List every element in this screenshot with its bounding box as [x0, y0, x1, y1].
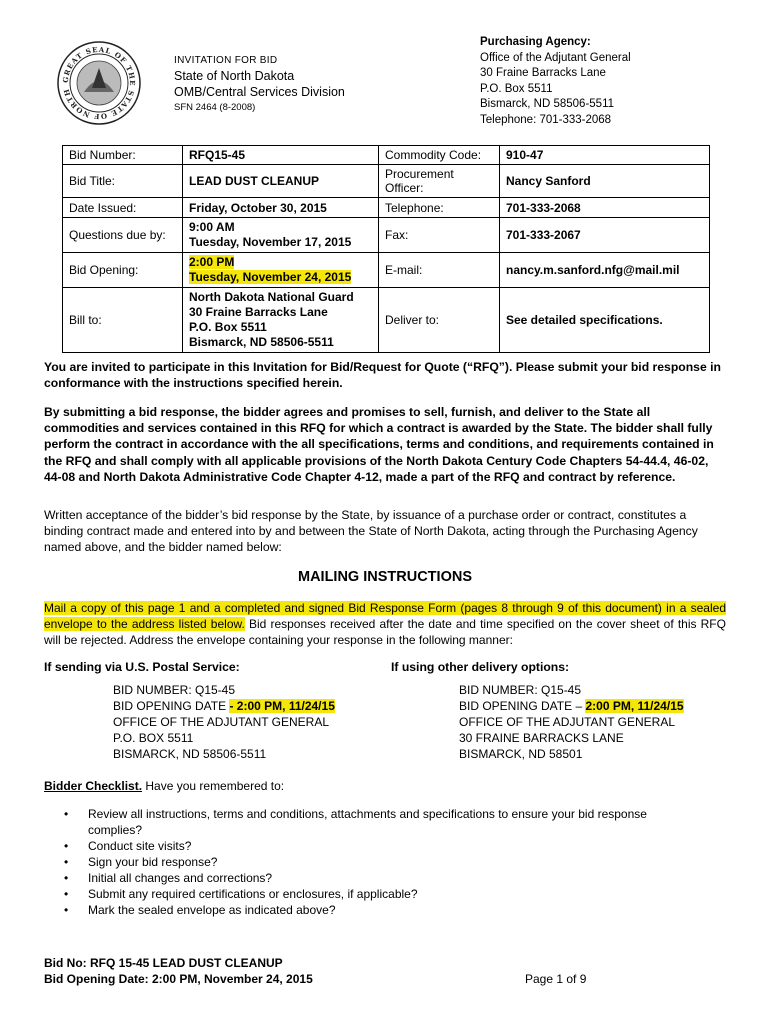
address-line: BID NUMBER: Q15-45 — [113, 683, 236, 697]
fax-label: Fax: — [379, 218, 500, 253]
state-seal — [56, 40, 142, 126]
agency-line: Bismarck, ND 58506-5511 — [480, 98, 615, 110]
other-address — [459, 682, 684, 762]
officer-label: Procurement Officer: — [379, 165, 500, 198]
questions-date: Tuesday, November 17, 2015 — [189, 235, 352, 249]
mailing-highlight: Mail a copy of this page 1 and a completed and signed Bid Response Form (pages 8 through 9 of this document) in a sealed envelope to the address listed below. — [44, 601, 726, 631]
agency-heading: Purchasing Agency: — [480, 36, 591, 48]
bill-line: Bismarck, ND 58506-5511 — [189, 335, 334, 349]
mailing-rest: Bid responses received after the date and time specified on the cover sheet of this RFQ will be rejected. Address the envelope containing your response in the following manner: — [44, 617, 726, 647]
list-item: • Initial all changes and corrections? — [64, 870, 704, 886]
telephone: 701-333-2068 — [500, 198, 710, 218]
bidder-checklist — [44, 779, 284, 793]
commodity-code: 910-47 — [500, 146, 710, 165]
agency-line: Office of the Adjutant General — [480, 51, 631, 64]
questions-time: 9:00 AM — [189, 220, 235, 234]
bill-line: 30 Fraine Barracks Lane — [189, 305, 328, 319]
bill-to-address — [183, 288, 379, 353]
opening-date: Tuesday, November 24, 2015 — [189, 270, 352, 284]
email-label: E-mail: — [379, 253, 500, 288]
questions-label: Questions due by: — [63, 218, 183, 253]
opening-date-highlight: - 2:00 PM, 11/24/15 — [229, 699, 335, 713]
checklist-intro: Have you remembered to: — [142, 779, 285, 793]
address-line: BISMARCK, ND 58501 — [459, 747, 583, 761]
deliver-to-label: Deliver to: — [379, 288, 500, 353]
document-header — [174, 53, 345, 115]
footer-opening-date: Bid Opening Date: 2:00 PM, November 24, 2015 — [44, 972, 313, 986]
address-line: BISMARCK, ND 58506-5511 — [113, 747, 267, 761]
bid-title: LEAD DUST CLEANUP — [183, 165, 379, 198]
page-number: Page 1 of 9 — [525, 972, 587, 986]
opening-label: Bid Opening: — [63, 253, 183, 288]
email: nancy.m.sanford.nfg@mail.mil — [500, 253, 710, 288]
date-issued-label: Date Issued: — [63, 198, 183, 218]
address-line: BID NUMBER: Q15-45 — [459, 683, 582, 697]
bill-line: P.O. Box 5511 — [189, 320, 267, 334]
checklist-items — [64, 806, 704, 918]
bill-line: North Dakota National Guard — [189, 290, 354, 304]
address-line: OFFICE OF THE ADJUTANT GENERAL — [459, 715, 676, 729]
postal-heading: If sending via U.S. Postal Service: — [44, 660, 240, 674]
other-heading: If using other delivery options: — [391, 660, 570, 674]
list-item: • Mark the sealed envelope as indicated above? — [64, 902, 704, 918]
purchasing-agency — [480, 35, 631, 128]
bid-number-label: Bid Number: — [63, 146, 183, 165]
bid-title-label: Bid Title: — [63, 165, 183, 198]
address-line: P.O. BOX 5511 — [113, 731, 194, 745]
opening-date-highlight: 2:00 PM, 11/24/15 — [585, 699, 684, 713]
bid-opening — [183, 253, 379, 288]
agreement-paragraph: By submitting a bid response, the bidder agrees and promises to sell, furnish, and deliver to the State all commodities and services contained in this RFQ for which a contract is awarded by the State. The bidder shall fully perform the contract in accordance with the all specifications, terms and conditions, and requirements contained in the RFQ and shall comply with all applicable provisions of the North Dakota Century Code Chapters 54-44.4, 46-02, 44-08 and North Dakota Administrative Code Chapter 4-12, made a part of the RFQ and contract by reference. — [44, 405, 714, 484]
fax: 701-333-2067 — [500, 218, 710, 253]
date-issued: Friday, October 30, 2015 — [183, 198, 379, 218]
agency-line: Telephone: 701-333-2068 — [480, 113, 612, 126]
footer — [44, 955, 313, 987]
seal-text: GREAT SEAL OF THE STATE OF NORTH — [60, 44, 138, 122]
checklist-heading: Bidder Checklist. — [44, 779, 143, 793]
opening-time: 2:00 PM — [189, 255, 235, 269]
intro-paragraph: You are invited to participate in this Invitation for Bid/Request for Quote (“RFQ”). Please submit your bid response in conformance with the instructions specified herein. — [44, 360, 721, 391]
list-item: • Review all instructions, terms and conditions, attachments and specifications to ensure your bid response complies? — [64, 806, 704, 838]
state-name: State of North Dakota — [174, 69, 295, 83]
commodity-label: Commodity Code: — [379, 146, 500, 165]
bid-number: RFQ15-45 — [183, 146, 379, 165]
list-item: • Conduct site visits? — [64, 838, 704, 854]
questions-due — [183, 218, 379, 253]
agency-line: 30 Fraine Barracks Lane — [480, 67, 606, 79]
address-line: BID OPENING DATE — [113, 699, 230, 713]
list-item: • Submit any required certifications or enclosures, if applicable? — [64, 886, 704, 902]
invitation-label: INVITATION FOR BID — [174, 55, 278, 66]
address-line: OFFICE OF THE ADJUTANT GENERAL — [113, 715, 330, 729]
procurement-officer: Nancy Sanford — [500, 165, 710, 198]
footer-bid-no: Bid No: RFQ 15-45 LEAD DUST CLEANUP — [44, 956, 283, 970]
telephone-label: Telephone: — [379, 198, 500, 218]
bid-info-table — [62, 145, 710, 353]
form-number: SFN 2464 (8-2008) — [174, 102, 256, 113]
division-name: OMB/Central Services Division — [174, 85, 345, 99]
deliver-to: See detailed specifications. — [500, 288, 710, 353]
bill-to-label: Bill to: — [63, 288, 183, 353]
mailing-instructions — [44, 600, 726, 648]
postal-address — [113, 682, 335, 762]
acceptance-paragraph: Written acceptance of the bidder’s bid response by the State, by issuance of a purchase order or contract, constitutes a binding contract made and entered into by and between the State of North Dakota, acting through the Purchasing Agency named above, and the bidder named below: — [44, 508, 698, 555]
agency-line: P.O. Box 5511 — [480, 82, 553, 95]
address-line: 30 FRAINE BARRACKS LANE — [459, 731, 624, 745]
list-item: • Sign your bid response? — [64, 854, 704, 870]
address-line: BID OPENING DATE – — [459, 699, 586, 713]
mailing-title: MAILING INSTRUCTIONS — [298, 569, 472, 585]
